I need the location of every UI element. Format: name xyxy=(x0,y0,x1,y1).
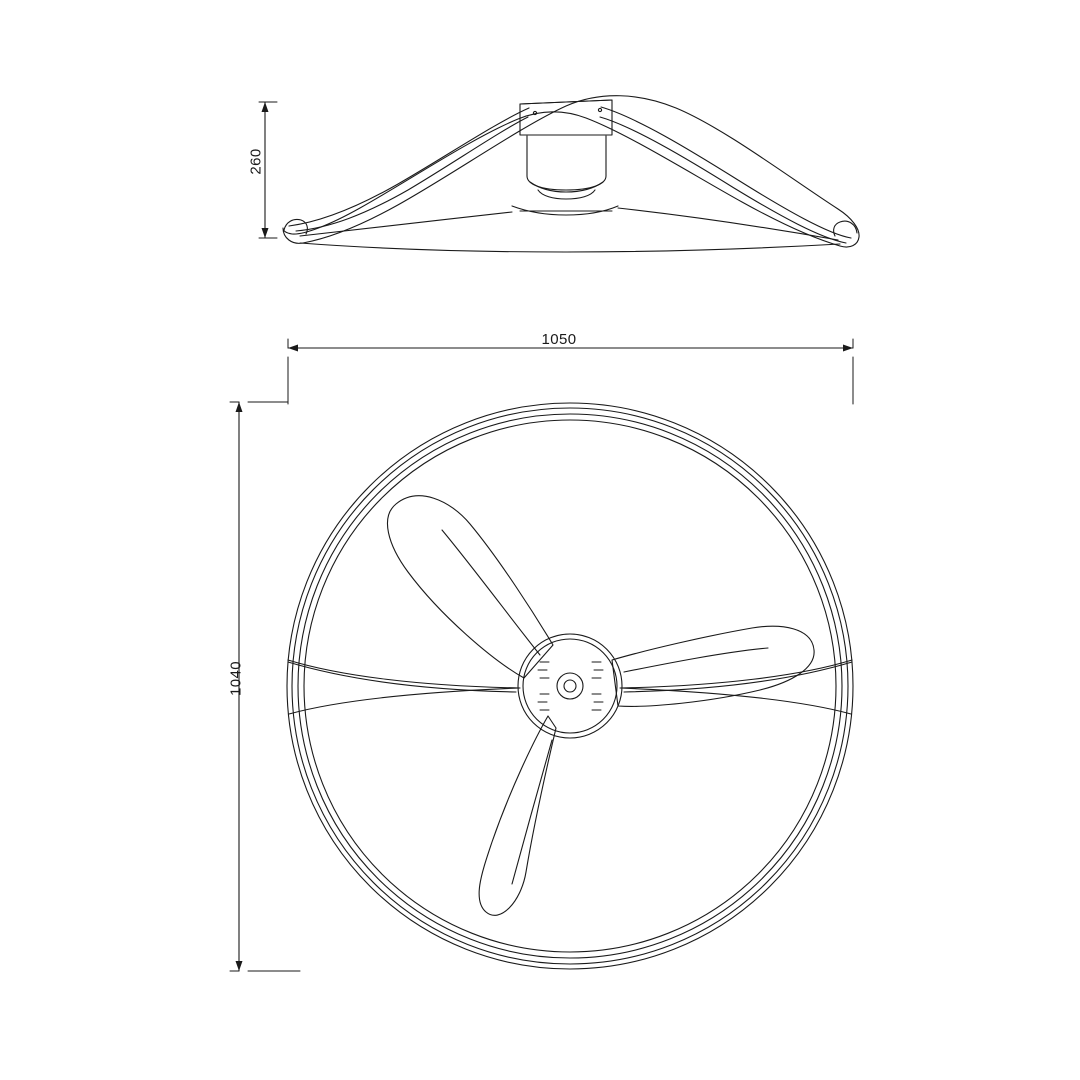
plan-ring-4 xyxy=(304,420,836,952)
side-lower-crease-right xyxy=(618,208,838,240)
plan-blade-2 xyxy=(612,626,814,706)
dim-arrow-depth-top xyxy=(236,402,243,412)
plan-blade-2-spine xyxy=(624,648,768,672)
side-blade-right-inner xyxy=(600,117,846,243)
dim-arrow-height-bottom xyxy=(262,228,269,238)
bottom-plan-view xyxy=(227,339,853,971)
side-screw-1 xyxy=(533,111,536,114)
plan-shroud-left xyxy=(288,660,520,714)
plan-hub-outer xyxy=(518,634,622,738)
plan-blade-1-spine xyxy=(442,530,540,655)
dimension-label-depth: 1040 xyxy=(227,661,245,696)
side-blade-left-upper xyxy=(289,108,529,226)
side-screw-2 xyxy=(598,108,601,111)
plan-blade-3-spine xyxy=(512,740,552,884)
side-rim-left xyxy=(284,219,307,234)
plan-hub-center-hole xyxy=(564,680,576,692)
plan-ring-outer xyxy=(287,403,853,969)
dim-arrow-width-right xyxy=(843,345,853,352)
dim-arrow-depth-bottom xyxy=(236,961,243,971)
dimension-label-width: 1050 xyxy=(541,331,577,348)
plan-ring-3 xyxy=(298,414,842,958)
side-motor-top-plate-edge xyxy=(520,100,612,104)
plan-blade-1 xyxy=(387,496,553,678)
plan-hub-center-ring xyxy=(557,673,583,699)
dimension-width-1050 xyxy=(288,339,853,404)
plan-shroud-left-2 xyxy=(288,662,516,692)
side-motor-top-plate xyxy=(520,100,612,135)
side-motor-cap xyxy=(538,190,595,199)
dim-arrow-height-top xyxy=(262,102,269,112)
plan-hub-vent-slots xyxy=(538,662,603,710)
plan-shroud-right-2 xyxy=(624,662,852,692)
dim-arrow-width-left xyxy=(288,345,298,352)
side-body-outline xyxy=(283,96,859,247)
side-elevation-view xyxy=(259,96,859,252)
side-motor-housing xyxy=(527,136,606,190)
plan-blade-3 xyxy=(479,716,556,915)
side-bottom-edge xyxy=(300,243,840,252)
side-blade-right-upper xyxy=(601,107,851,238)
plan-hub-inner xyxy=(523,639,617,733)
dimension-label-height: 260 xyxy=(247,148,265,175)
plan-ring-2 xyxy=(292,408,848,964)
